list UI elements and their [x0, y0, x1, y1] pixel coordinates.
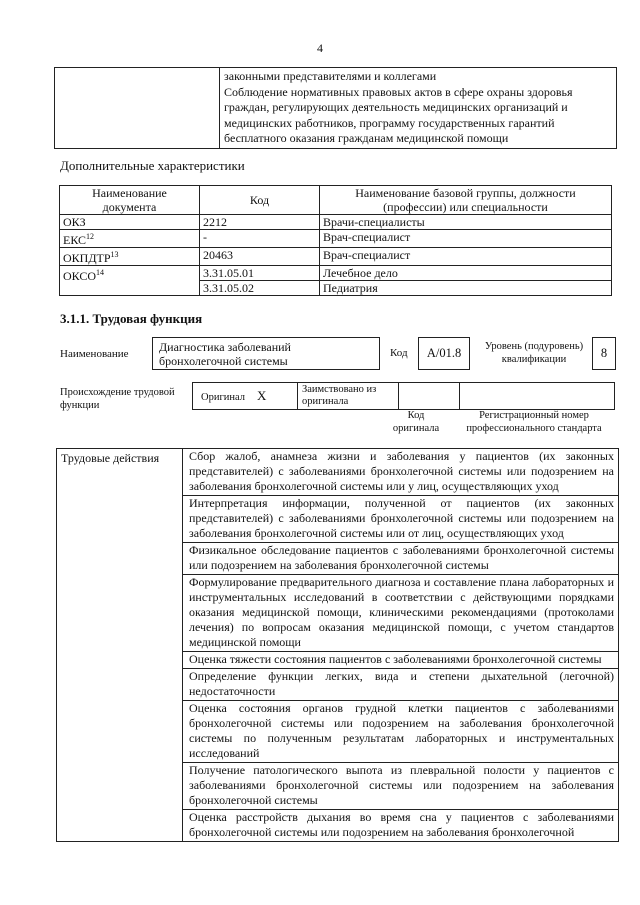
labor-function-heading: 3.1.1. Трудовая функция	[60, 311, 203, 326]
borrowed-line: оригинала	[302, 396, 349, 407]
original-label: Оригинал	[201, 392, 245, 403]
code-cell: -	[200, 230, 320, 248]
labor-actions-list	[183, 449, 619, 842]
table-row	[60, 230, 612, 248]
original-cell	[193, 383, 298, 410]
labor-actions-table	[56, 448, 619, 842]
header-group-line: Наименование базовой группы, должности	[355, 186, 576, 200]
knowledge-line: бесплатного оказания гражданам медицинской помощи	[224, 131, 509, 145]
registration-number-caption	[450, 409, 618, 435]
header-document-line: документа	[102, 200, 157, 214]
original-code-caption	[385, 409, 447, 435]
code-label: Код	[390, 347, 408, 359]
code-cell: 2212	[200, 215, 320, 230]
code-cell: 3.31.05.02	[200, 281, 320, 296]
additional-characteristics-title: Дополнительные характеристики	[60, 158, 245, 173]
function-name-line: Диагностика заболеваний	[159, 340, 291, 354]
doc-cell: ЕКС$^{12}$	[60, 230, 200, 248]
list-item: Оценка состояния органов грудной клетки пациентов с заболеваниями бронхолегочной системы или подозрением на заболевания бронхолегочной системы по полученным результатам лабораторных и инструментальных исследований	[183, 701, 618, 763]
table-row	[60, 266, 612, 281]
list-item: Интерпретация информации, полученной от пациентов (их законных представителей) с заболеваниями бронхолегочной системы или подозрением на заболевания бронхолегочной системы или от лиц, осуществляющих уход	[183, 496, 618, 543]
header-group-line: (профессии) или специальности	[383, 200, 548, 214]
code-cell: 3.31.05.01	[200, 266, 320, 281]
name-cell: Врач-специалист	[320, 230, 612, 248]
name-cell: Врач-специалист	[320, 248, 612, 266]
caption-line: оригинала	[392, 423, 440, 434]
level-label-line: Уровень (подуровень)	[484, 341, 584, 352]
header-code: Код	[200, 186, 320, 215]
name-cell: Педиатрия	[320, 281, 612, 296]
name-label: Наименование	[60, 348, 129, 360]
additional-characteristics-table	[59, 185, 612, 296]
knowledge-line: законными представителями и коллегами	[224, 69, 437, 83]
caption-line: профессионального стандарта	[466, 423, 602, 434]
caption-line: Регистрационный номер	[479, 410, 589, 421]
caption-line: Код	[407, 410, 425, 421]
registration-number-cell	[460, 383, 615, 410]
original-code-cell	[399, 383, 460, 410]
name-cell: Лечебное дело	[320, 266, 612, 281]
function-name-line: бронхолегочной системы	[159, 354, 288, 368]
qualification-level-label	[478, 340, 590, 366]
origin-label-line: Происхождение трудовой	[60, 387, 175, 398]
table-row	[60, 248, 612, 266]
header-group-name	[320, 186, 612, 215]
origin-table	[192, 382, 615, 410]
knowledge-text-cell	[220, 68, 617, 149]
header-document-line: Наименование	[92, 186, 167, 200]
list-item: Физикальное обследование пациентов с заболеваниями бронхолегочной системы или подозрением на заболевания бронхолегочной системы	[183, 543, 618, 575]
knowledge-line: Соблюдение нормативных правовых актов в сфере охраны здоровья	[224, 84, 573, 99]
empty-label-cell	[55, 68, 220, 149]
name-cell: Врачи-специалисты	[320, 215, 612, 230]
doc-cell: ОКСО$^{14}$	[60, 266, 200, 296]
borrowed-cell	[298, 383, 399, 410]
level-label-line: квалификации	[501, 354, 567, 365]
doc-cell: ОКПДТР$^{13}$	[60, 248, 200, 266]
table-header-row	[60, 186, 612, 215]
original-mark: X	[257, 388, 267, 403]
list-item: Оценка расстройств дыхания во время сна у пациентов с заболеваниями бронхолегочной системы или подозрением на заболевания бронхолегочной	[189, 810, 614, 839]
footnote-ref: 13	[110, 250, 119, 259]
origin-label-line: функции	[60, 400, 100, 411]
doc-cell: ОКЗ	[60, 215, 200, 230]
knowledge-line: медицинских работников, программу государственных гарантий	[224, 115, 555, 130]
list-item: Сбор жалоб, анамнеза жизни и заболевания у пациентов (их законных представителей) с заболеваниями бронхолегочной системы или подозрением на заболевания бронхолегочной системы или у лиц, осуществляющих уход	[183, 449, 618, 496]
knowledge-line: граждан, регулирующих деятельность медицинских организаций и	[224, 100, 568, 114]
table-row	[60, 215, 612, 230]
footnote-ref: 14	[96, 268, 105, 277]
code-cell: 20463	[200, 248, 320, 266]
list-item: Оценка тяжести состояния пациентов с заболеваниями бронхолегочной системы	[183, 652, 618, 669]
qualification-level-box: 8	[592, 337, 616, 370]
list-item: Получение патологического выпота из плевральной полости у пациентов с заболеваниями бронхолегочной системы или подозрением на заболевания бронхолегочной системы	[183, 763, 618, 810]
labor-actions-label: Трудовые действия	[57, 449, 183, 842]
list-item: Определение функции легких, вида и степени дыхательной (легочной) недостаточности	[183, 669, 618, 701]
function-code-box: A/01.8	[418, 337, 470, 370]
knowledge-continuation-table	[54, 67, 617, 149]
borrowed-line: Заимствовано из	[302, 384, 377, 395]
footnote-ref: 12	[86, 232, 95, 241]
page-number: 4	[317, 41, 323, 55]
list-item: Формулирование предварительного диагноза и составление плана лабораторных и инструментальных исследований в соответствии с действующими порядками оказания медицинской помощи, клиническими рекомендациями (протоколами лечения) по вопросам оказания медицинской помощи, с учетом стандартов медицинской помощи	[183, 575, 618, 652]
function-name-box	[152, 337, 380, 370]
origin-label	[60, 386, 175, 412]
header-document	[60, 186, 200, 215]
